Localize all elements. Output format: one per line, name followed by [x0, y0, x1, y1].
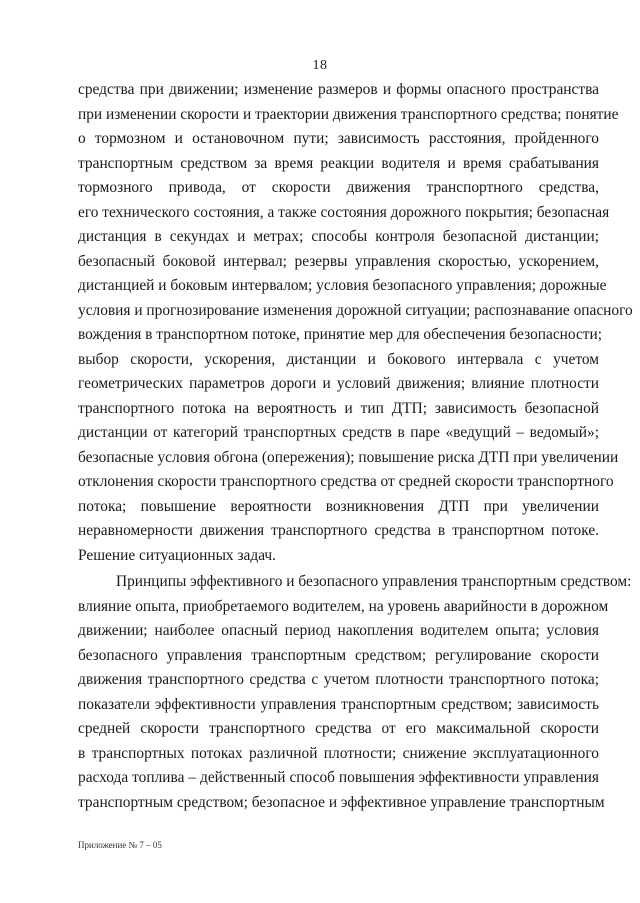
text-line: дистанции от категорий транспортных средств в паре «ведущий – ведомый»; — [78, 424, 599, 441]
text-line: тормозного привода, от скорости движения транспортного средства, — [78, 179, 599, 196]
text-line: дистанция в секундах и метрах; способы контроля безопасной дистанции; — [78, 228, 599, 245]
paragraph-1 — [78, 78, 633, 568]
text-line: средства при движении; изменение размеров и формы опасного пространства — [78, 81, 599, 98]
text-line: безопасные условия обгона (опережения); повышение риска ДТП при увеличении — [78, 448, 619, 466]
text-line: при изменении скорости и траектории движения транспортного средства; понятие — [78, 105, 619, 123]
text-line: расхода топлива – действенный способ повышения эффективности управления — [78, 769, 599, 786]
paragraph-2 — [78, 570, 632, 815]
text-line: транспортного потока на вероятность и тип ДТП; зависимость безопасной — [78, 399, 599, 417]
text-line: средней скорости транспортного средства от его максимальной скорости — [78, 720, 599, 737]
text-line: в транспортных потоках различной плотности; снижение эксплуатационного — [78, 744, 599, 762]
footer-note: Приложение № 7 – 05 — [78, 840, 162, 850]
text-line: неравномерности движения транспортного средства в транспортном потоке. — [78, 522, 599, 539]
text-line: Принципы эффективного и безопасного управления транспортным средством: — [116, 573, 632, 590]
text-line: геометрических параметров дороги и условий движения; влияние плотности — [78, 375, 599, 392]
text-line: транспортным средством за время реакции водителя и время срабатывания — [78, 154, 599, 172]
text-line: транспортным средством; безопасное и эффективное управление транспортным — [78, 793, 605, 811]
text-line: движении; наиболее опасный период накопления водителем опыта; условия — [78, 622, 599, 639]
text-line: дистанцией и боковым интервалом; условия безопасного управления; дорожные — [78, 277, 607, 294]
text-line: безопасного управления транспортным средством; регулирование скорости — [78, 646, 599, 664]
text-line: потока; повышение вероятности возникновения ДТП при увеличении — [78, 497, 599, 515]
text-line: выбор скорости, ускорения, дистанции и бокового интервала с учетом — [78, 350, 599, 368]
text-line: условия и прогнозирование изменения дорожной ситуации; распознавание опасного — [78, 301, 633, 319]
text-line: отклонения скорости транспортного средства от средней скорости транспортного — [78, 473, 614, 490]
text-line: вождения в транспортном потоке, принятие мер для обеспечения безопасности; — [78, 326, 603, 343]
text-line: движения транспортного средства с учетом плотности транспортного потока; — [78, 671, 599, 688]
text-line: влияние опыта, приобретаемого водителем, на уровень аварийности в дорожном — [78, 597, 609, 615]
page-number: 18 — [312, 58, 328, 73]
text-line: его технического состояния, а также состояния дорожного покрытия; безопасная — [78, 203, 610, 221]
text-line: безопасный боковой интервал; резервы управления скоростью, ускорением, — [78, 252, 599, 270]
text-line: о тормозном и остановочном пути; зависимость расстояния, пройденного — [78, 130, 599, 147]
text-line: Решение ситуационных задач. — [78, 546, 277, 564]
text-line: показатели эффективности управления транспортным средством; зависимость — [78, 695, 599, 713]
